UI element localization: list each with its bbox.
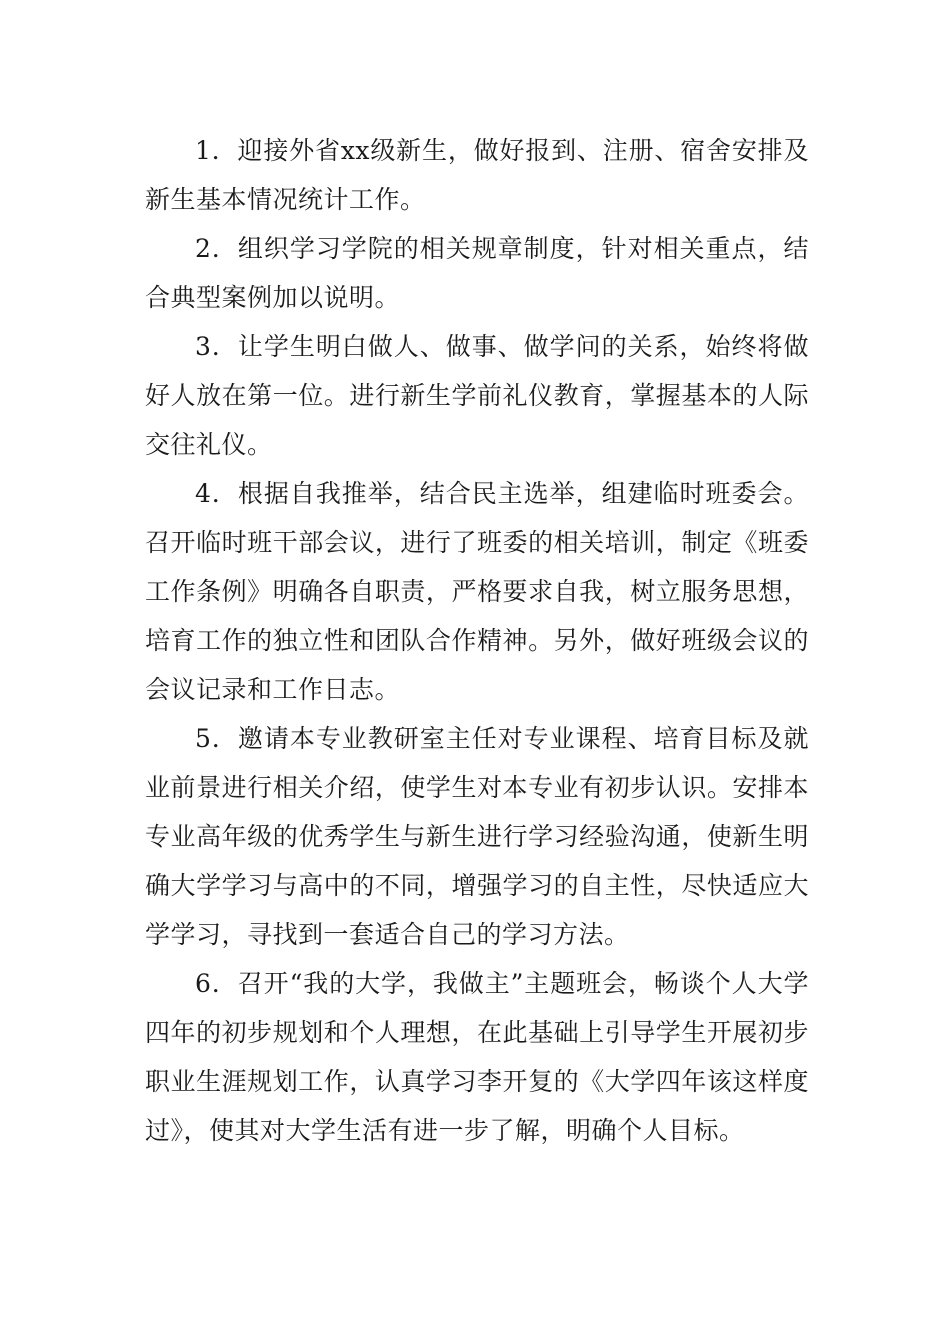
paragraph-4: 4．根据自我推举，结合民主选举，组建临时班委会。召开临时班干部会议，进行了班委的相关培训，制定《班委工作条例》明确各自职责，严格要求自我，树立服务思想，培育工作的独立性和团队合作精神。另外，做好班级会议的会议记录和工作日志。 — [145, 479, 809, 704]
paragraph-5: 5．邀请本专业教研室主任对专业课程、培育目标及就业前景进行相关介绍，使学生对本专业有初步认识。安排本专业高年级的优秀学生与新生进行学习经验沟通，使新生明确大学学习与高中的不同，增强学习的自主性，尽快适应大学学习，寻找到一套适合自己的学习方法。 — [145, 724, 809, 949]
document-body — [145, 126, 809, 1155]
paragraph-2: 2．组织学习学院的相关规章制度，针对相关重点，结合典型案例加以说明。 — [145, 234, 809, 312]
paragraph-1: 1．迎接外省xx级新生，做好报到、注册、宿舍安排及新生基本情况统计工作。 — [145, 136, 809, 214]
paragraph-6: 6．召开“我的大学，我做主”主题班会，畅谈个人大学四年的初步规划和个人理想，在此基础上引导学生开展初步职业生涯规划工作，认真学习李开复的《大学四年该这样度过》，使其对大学生活有进一步了解，明确个人目标。 — [145, 969, 809, 1145]
paragraph-3: 3．让学生明白做人、做事、做学问的关系，始终将做好人放在第一位。进行新生学前礼仪教育，掌握基本的人际交往礼仪。 — [145, 332, 809, 459]
